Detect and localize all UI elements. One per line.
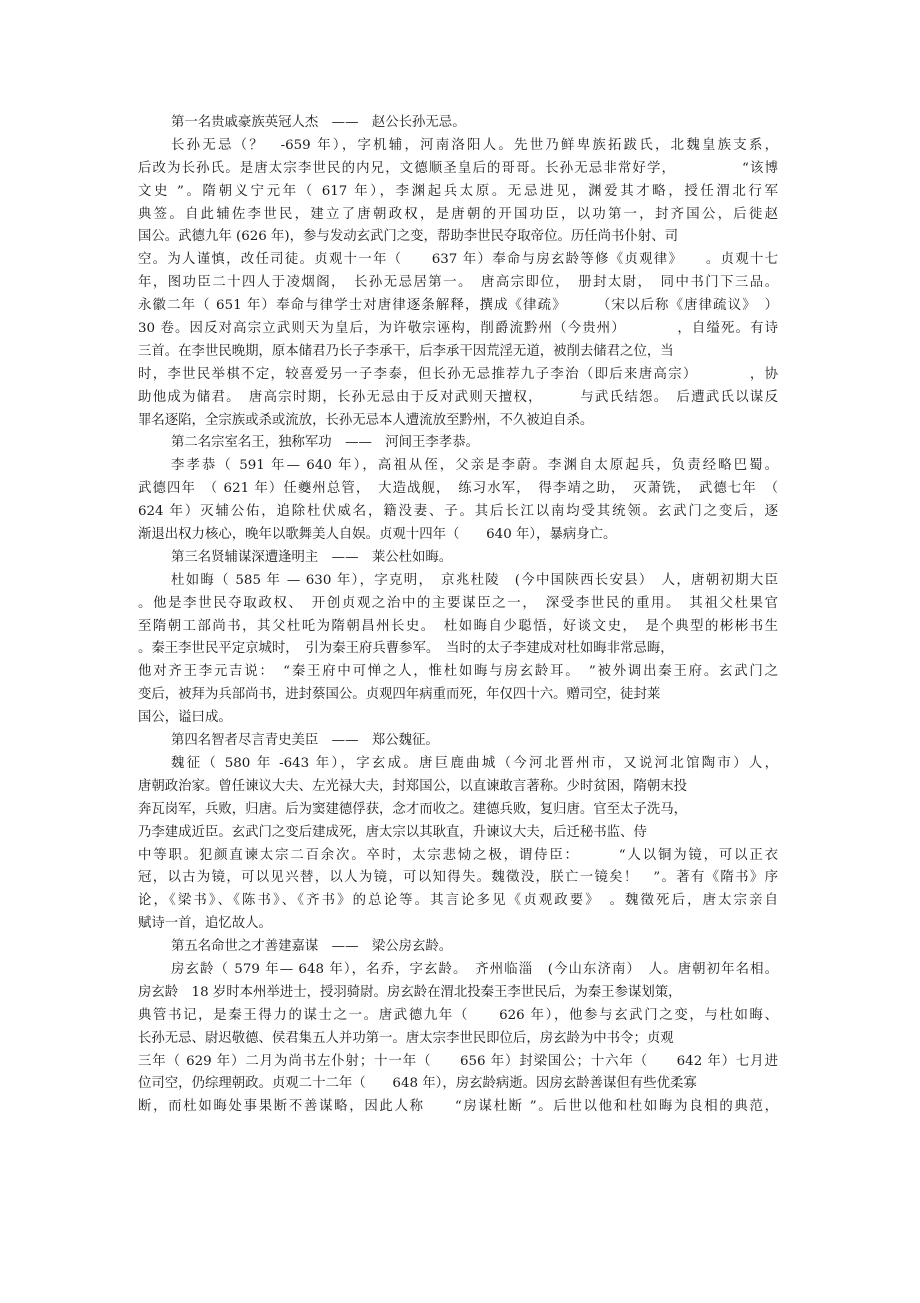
paragraph-line: 年，图功臣二十四人于凌烟阁， 长孙无忌居第一。 唐高宗即位， 册封太尉， 同中书门下三品。 xyxy=(138,275,778,291)
paragraph-line: 至隋朝工部尚书，其父杜吒为隋朝昌州长史。 杜如晦自少聪悟，好谈文史， 是个典型的彬彬书生 xyxy=(138,618,778,634)
paragraph-line: 唐朝政治家。曾任谏议大夫、左光禄大夫，封郑国公，以直谏敢言著称。少时贫困，隋朝末投 xyxy=(138,778,688,794)
section-heading: 第一名贵戚豪族英冠人杰 —— 赵公长孙无忌。 xyxy=(171,115,466,130)
paragraph-line: 空。为人谨慎，改任司徒。贞观十一年（ 637 年）奉命与房玄龄等修《贞观律》 。贞观十七 xyxy=(138,252,778,268)
paragraph-line: 他对齐王李元吉说： “秦王府中可惮之人，惟杜如晦与房玄龄耳。 ”被外调出秦王府。玄武门之 xyxy=(138,664,778,680)
paragraph-line: 中等职。犯颜直谏太宗二百余次。卒时，太宗悲恸之极，谓侍臣： “人以铜为镜，可以正衣 xyxy=(138,847,778,863)
paragraph-line: 房玄龄 18 岁时本州举进士，授羽骑尉。房玄龄在渭北投秦王李世民后，为秦王参谋划策， xyxy=(138,984,682,1000)
paragraph-line: 文史 ”。隋朝义宁元年（ 617 年），李渊起兵太原。无忌进见，渊爱其才略，授任渭北行军 xyxy=(138,183,778,199)
paragraph-first-line: 杜如晦（ 585 年 — 630 年），字克明， 京兆杜陵 (今中国陕西长安县） 人，唐朝初期大臣 xyxy=(171,572,778,588)
paragraph-line: 时，李世民举棋不定，较喜爱另一子李泰，但长孙无忌推荐九子李治（即后来唐高宗） ，协 xyxy=(138,366,778,382)
paragraph-line: 三年（ 629 年）二月为尚书左仆射；十一年（ 656 年）封梁国公；十六年（ 642 年）七月进 xyxy=(138,1053,778,1069)
paragraph-line: 变后，被拜为兵部尚书，进封蔡国公。贞观四年病重而死，年仅四十六。赠司空，徒封莱 xyxy=(138,687,661,703)
paragraph-line: 乃李建成近臣。玄武门之变后建成死，唐太宗以其耿直，升谏议大夫，后迁秘书监、侍 xyxy=(138,824,647,840)
paragraph-first-line: 李孝恭（ 591 年— 640 年），高祖从侄，父亲是李蔚。李渊自太原起兵，负责经略巴蜀。 xyxy=(171,458,778,474)
paragraph-line: 624 年）灭辅公佑，追除杜伏威名，籍没妻、子。其后长江以南均受其统领。玄武门之变后，逐 xyxy=(138,504,778,520)
paragraph-line: 罪名逐陷，全宗族或杀或流放，长孙无忌本人遭流放至黔州，不久被迫自杀。 xyxy=(138,412,594,428)
paragraph-line: 长孙无忌、尉迟敬德、侯君集五人并功第一。唐太宗李世民即位后，房玄龄为中书令；贞观 xyxy=(138,1030,674,1046)
paragraph-line: 断，而杜如晦处事果断不善谋略，因此人称 “房谋杜断 ”。后世以他和杜如晦为良相的典范， xyxy=(138,1099,778,1115)
paragraph-line: 国公，谥曰成。 xyxy=(138,710,232,726)
paragraph-line: 后改为长孙氏。是唐太宗李世民的内兄，文德顺圣皇后的哥哥。长孙无忌非常好学， “该博 xyxy=(138,160,778,176)
paragraph-line: 论，《梁书》、《陈书》、《齐书》的总论等。其言论多见《贞观政要》 。魏徵死后，唐太宗亲自 xyxy=(138,893,778,909)
section-heading: 第四名智者尽言青史美臣 —— 郑公魏征。 xyxy=(171,733,439,749)
paragraph-line: 30 卷。因反对高宗立武则天为皇后，为许敬宗诬构，削爵流黔州（今贵州） ，自缢死。有诗 xyxy=(138,321,778,337)
document-body xyxy=(138,112,778,1119)
paragraph-line: 位司空，仍综理朝政。贞观二十二年（ 648 年），房玄龄病逝。因房玄龄善谋但有些优柔寡 xyxy=(138,1076,697,1092)
paragraph-line: 国公。武德九年 (626 年)，参与发动玄武门之变，帮助李世民夺取帝位。历任尚书仆射、司 xyxy=(138,229,678,245)
section-heading: 第三名贤辅谋深遭逢明主 —— 莱公杜如晦。 xyxy=(171,549,453,565)
paragraph-line: 典管书记，是秦王得力的谋士之一。唐武德九年（ 626 年），他参与玄武门之变，与杜如晦、 xyxy=(138,1007,778,1023)
paragraph-line: 典签。自此辅佐李世民，建立了唐朝政权，是唐朝的开国功臣，以功第一，封齐国公，后徙赵 xyxy=(138,206,778,222)
paragraph-line: 。秦王李世民平定京城时， 引为秦王府兵曹参军。 当时的太子李建成对杜如晦非常忌晦， xyxy=(138,641,674,657)
paragraph-first-line: 房玄龄（ 579 年— 648 年），名乔，字玄龄。 齐州临淄 (今山东济南） 人。唐朝初年名相。 xyxy=(171,961,778,977)
section-heading: 第五名命世之才善建嘉谋 —— 梁公房玄龄。 xyxy=(171,939,453,955)
paragraph-first-line: 魏征（ 580 年 -643 年），字玄成。唐巨鹿曲城（今河北晋州市，又说河北馆陶市）人， xyxy=(171,755,778,771)
paragraph-line: 奔瓦岗军，兵败，归唐。后为窦建德俘获，念才而收之。建德兵败，复归唐。官至太子洗马， xyxy=(138,801,688,817)
paragraph-line: 永徽二年（ 651 年）奉命与律学士对唐律逐条解释，撰成《律疏》 （宋以后称《唐律疏议》 ） xyxy=(138,298,778,314)
paragraph-line: 武德四年 （ 621 年）任夔州总管， 大造战舰， 练习水军， 得李靖之助， 灭萧铣， 武德七年 （ xyxy=(138,481,778,497)
paragraph-line: 渐退出权力核心，晚年以歌舞美人自娱。贞观十四年（ 640 年），暴病身亡。 xyxy=(138,527,617,543)
paragraph-line: 三首。在李世民晚期，原本储君乃长子李承干，后李承干因荒淫无道，被削去储君之位，当 xyxy=(138,343,674,359)
paragraph-line: 助他成为储君。 唐高宗时期，长孙无忌由于反对武则天擅权， 与武氏结怨。 后遭武氏以谋反 xyxy=(138,389,778,405)
paragraph-line: 。他是李世民夺取政权、 开创贞观之治中的主要谋臣之一， 深受李世民的重用。 其祖父杜果官 xyxy=(138,595,778,611)
paragraph-line: 冠，以古为镜，可以见兴替，以人为镜，可以知得失。魏徵没，朕亡一镜矣！ ”。著有《隋书》序 xyxy=(138,870,778,886)
paragraph-first-line: 长孙无忌（？ -659 年），字机辅，河南洛阳人。先世乃鲜卑族拓跋氏，北魏皇族支系， xyxy=(171,137,778,153)
section-heading: 第二名宗室名王，独称军功 —— 河间王李孝恭。 xyxy=(171,435,479,451)
paragraph-line: 赋诗一首，追忆故人。 xyxy=(138,916,272,932)
